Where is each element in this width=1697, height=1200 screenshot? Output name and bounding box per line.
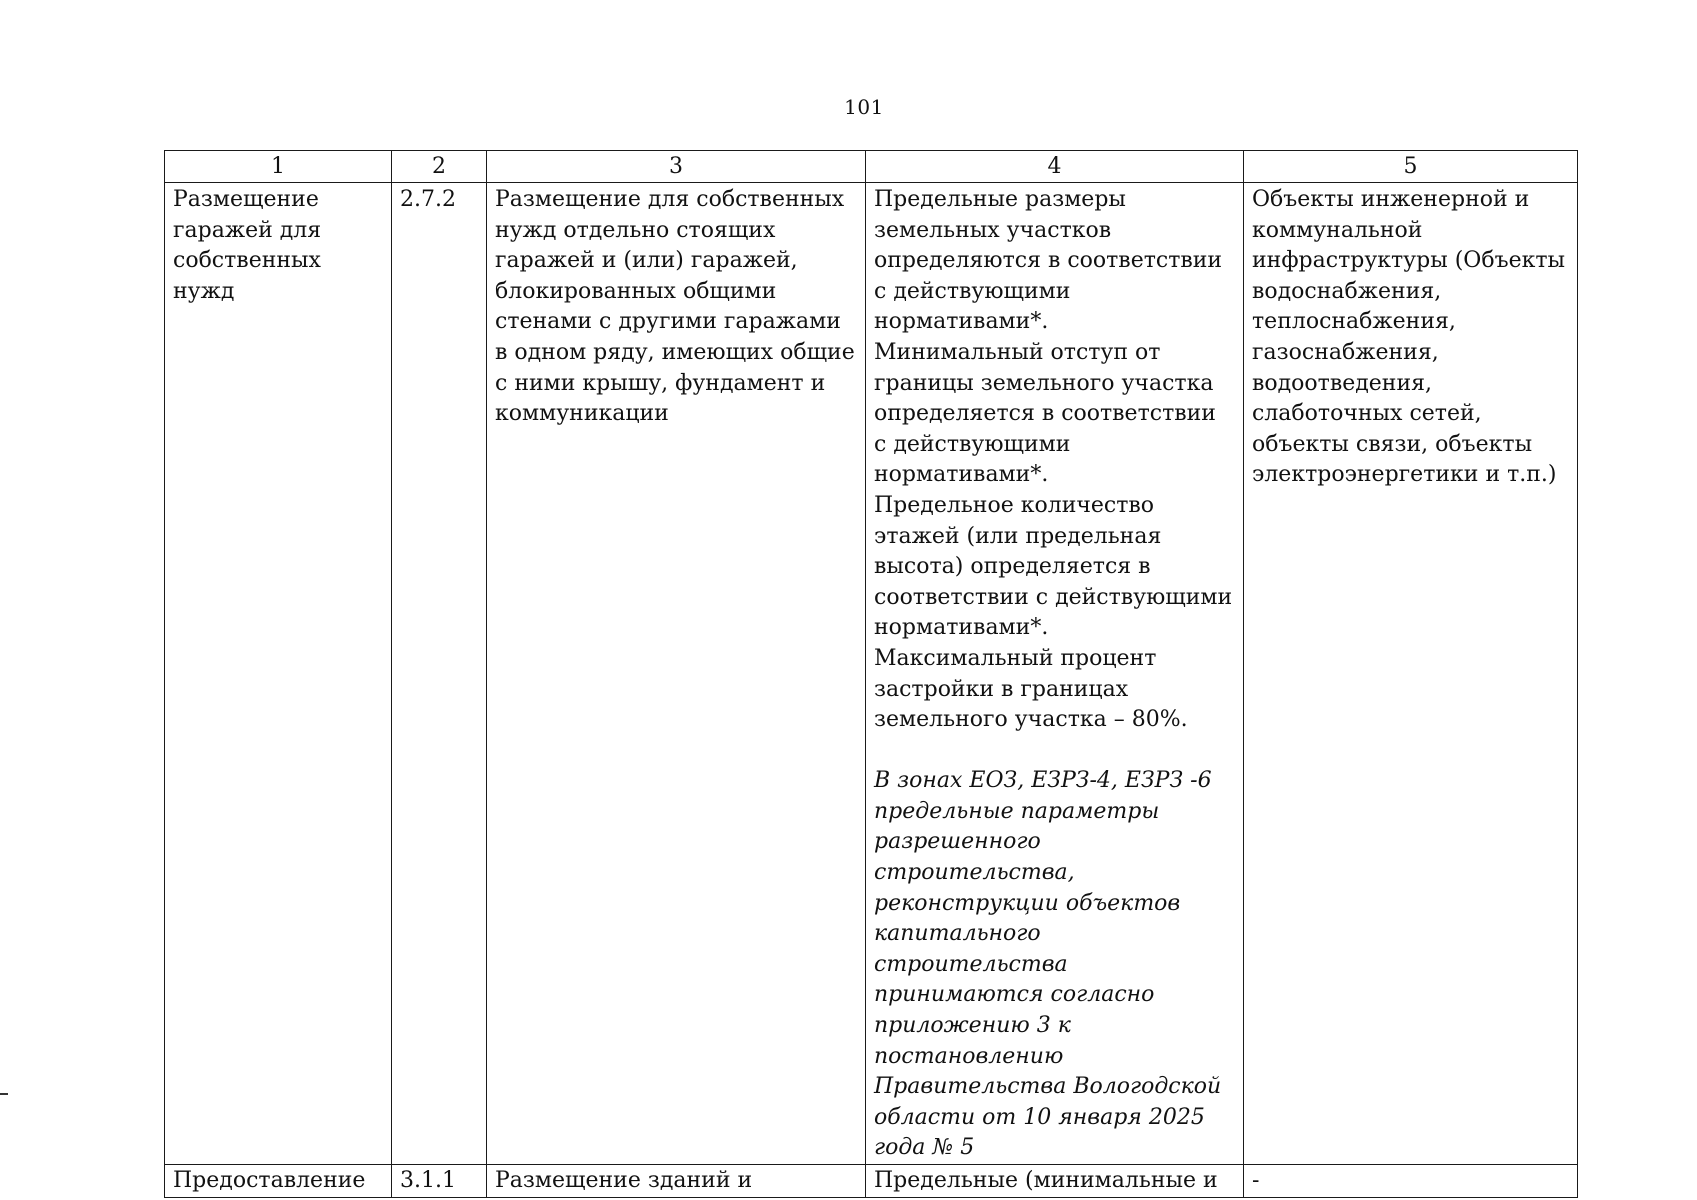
use-description-cell: Размещение для собственных нужд отдельно стоящих гаражей и (или) гаражей, блокированных общими стенами с другими гаражами в одном ряду, имеющих общие с ними крышу, фундамент и коммуникации [487,183,866,1165]
use-name-cell: Размещение гаражей для собственных нужд [165,183,392,1165]
parameter-plot-size: Предельные размеры земельных участков определяются в соответствии с действующими нормативами*. [874,187,1223,335]
page-number: 101 [844,95,884,119]
column-header-3: 3 [487,151,866,183]
column-header-1: 1 [165,151,392,183]
use-name-cell: Предоставление [165,1165,392,1198]
parameter-floors: Предельное количество этажей (или предельная высота) определяется в соответствии с действующими нормативами*. [874,492,1233,641]
parameters-cell: Предельные (минимальные и [866,1165,1244,1198]
column-header-4: 4 [866,151,1244,183]
column-header-5: 5 [1244,151,1578,183]
restrictions-cell: Объекты инженерной и коммунальной инфраструктуры (Объекты водоснабжения, теплоснабжения, газоснабжения, водоотведения, слаботочных сетей, объекты связи, объекты электроэнергетики и т.п.) [1244,183,1578,1165]
restrictions-cell: - [1244,1165,1578,1198]
paragraph-spacer [874,736,1235,767]
parameters-zone-note: В зонах ЕОЗ, ЕЗРЗ-4, ЕЗРЗ -6 предельные параметры разрешенного строительства, реконструкции объектов капитального строительства принимаются согласно приложению 3 к постановлению Правительства Вологодской области от 10 января 2025 года № 5 [874,768,1222,1161]
use-description-cell: Размещение зданий и [487,1165,866,1198]
table-row [165,183,1578,1165]
parameters-cell [866,183,1244,1165]
use-code-cell: 2.7.2 [392,183,487,1165]
use-code-cell: 3.1.1 [392,1165,487,1198]
column-header-2: 2 [392,151,487,183]
table-row [165,1165,1578,1198]
land-use-table [164,150,1578,1198]
parameter-coverage: Максимальный процент застройки в границах земельного участка – 80%. [874,645,1188,733]
margin-mark [0,1093,8,1095]
header-row [165,151,1578,183]
parameter-setback: Минимальный отступ от границы земельного участка определяется в соответствии с действующими нормативами*. [874,339,1216,488]
